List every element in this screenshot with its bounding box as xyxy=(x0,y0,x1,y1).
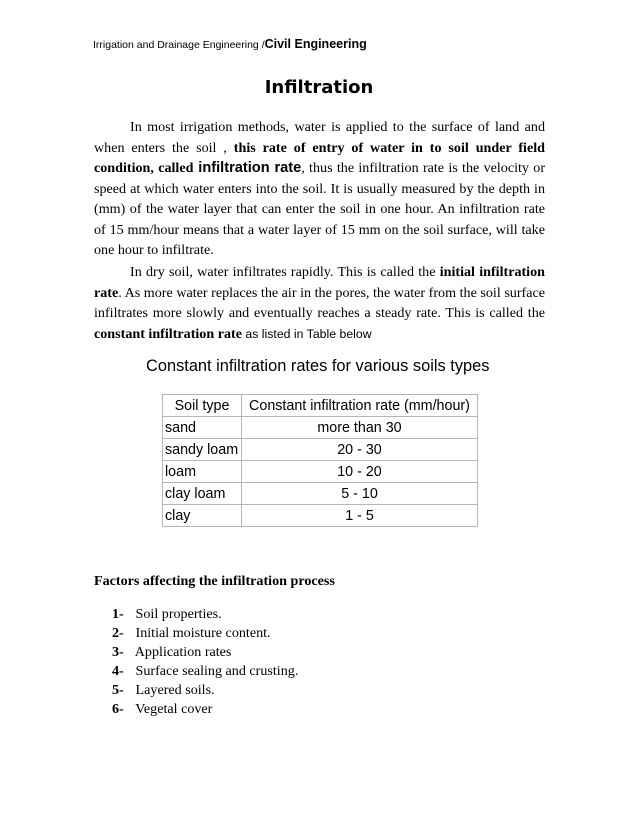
cell-rate: 10 - 20 xyxy=(242,461,478,483)
table-row xyxy=(163,417,478,439)
infiltration-rates-table xyxy=(162,394,478,527)
list-item-number: 3- xyxy=(112,644,124,660)
factors-heading: Factors affecting the infiltration process xyxy=(94,573,335,589)
cell-soil: sandy loam xyxy=(163,439,242,461)
p2-text-3: as listed in Table below xyxy=(241,326,372,341)
cell-soil: loam xyxy=(163,461,242,483)
list-item xyxy=(112,681,298,700)
list-item-number: 1- xyxy=(112,606,124,622)
list-item-number: 5- xyxy=(112,682,124,698)
cell-rate: 20 - 30 xyxy=(242,439,478,461)
page-title xyxy=(0,77,638,98)
table-caption: Constant infiltration rates for various soils types xyxy=(146,357,490,375)
paragraph-infiltration-definition xyxy=(94,117,545,261)
cell-rate: 5 - 10 xyxy=(242,483,478,505)
list-item-text: Vegetal cover xyxy=(135,701,213,717)
list-item xyxy=(112,624,298,643)
table-row xyxy=(163,439,478,461)
list-item-number: 4- xyxy=(112,663,124,679)
list-item-text: Initial moisture content. xyxy=(135,625,271,641)
list-item-text: Application rates xyxy=(134,644,232,660)
cell-soil: clay xyxy=(163,505,242,527)
cell-soil: sand xyxy=(163,417,242,439)
list-item-text: Surface sealing and crusting. xyxy=(135,663,299,679)
list-item xyxy=(112,700,298,719)
p2-term-constant-rate: constant infiltration rate xyxy=(94,325,242,342)
column-header-infiltration-rate: Constant infiltration rate (mm/hour) xyxy=(242,395,478,417)
list-item-number: 2- xyxy=(112,625,124,641)
list-item-text: Layered soils. xyxy=(135,682,215,698)
p1-text-2: , thus the infiltration rate is the velocity or speed at which water enters into the soil. It is usually measured by the depth in (mm) of the water layer that can enter the soil in one hour. An infiltration rate of 15 mm/hour means that a water layer of 15 mm on the soil surface, will take one hour to infiltrate. xyxy=(94,160,546,258)
list-item-text: Soil properties. xyxy=(135,606,222,622)
page-header xyxy=(93,37,367,51)
p2-text-2: . As more water replaces the air in the pores, the water from the soil surface infiltrates more slowly and eventually reaches a steady rate. This is called the xyxy=(94,284,545,321)
header-department: Civil Engineering xyxy=(264,37,367,51)
table-row xyxy=(163,461,478,483)
list-item xyxy=(112,605,298,624)
cell-rate: 1 - 5 xyxy=(242,505,478,527)
list-item-number: 6- xyxy=(112,701,124,717)
list-item xyxy=(112,643,298,662)
list-item xyxy=(112,662,298,681)
table-header-row xyxy=(163,395,478,417)
p1-text-1: In most irrigation methods, water is applied to the surface of land and when enters the soil , xyxy=(94,119,545,156)
header-course: Irrigation and Drainage Engineering / xyxy=(93,39,265,51)
p1-bold-definition: this rate of entry of water in to soil under field condition, called xyxy=(94,139,545,176)
page-title-text: Infiltration xyxy=(264,77,374,98)
p2-term-initial-rate: initial infiltration rate xyxy=(94,264,545,301)
p2-text-1: In dry soil, water infiltrates rapidly. This is called the xyxy=(130,264,440,280)
p1-term-infiltration-rate: infiltration rate xyxy=(193,160,302,176)
table-row xyxy=(163,505,478,527)
cell-soil: clay loam xyxy=(163,483,242,505)
table-row xyxy=(163,483,478,505)
paragraph-infiltration-stages xyxy=(94,262,545,344)
column-header-soil-type: Soil type xyxy=(163,395,242,417)
factors-list xyxy=(112,605,298,719)
cell-rate: more than 30 xyxy=(242,417,478,439)
